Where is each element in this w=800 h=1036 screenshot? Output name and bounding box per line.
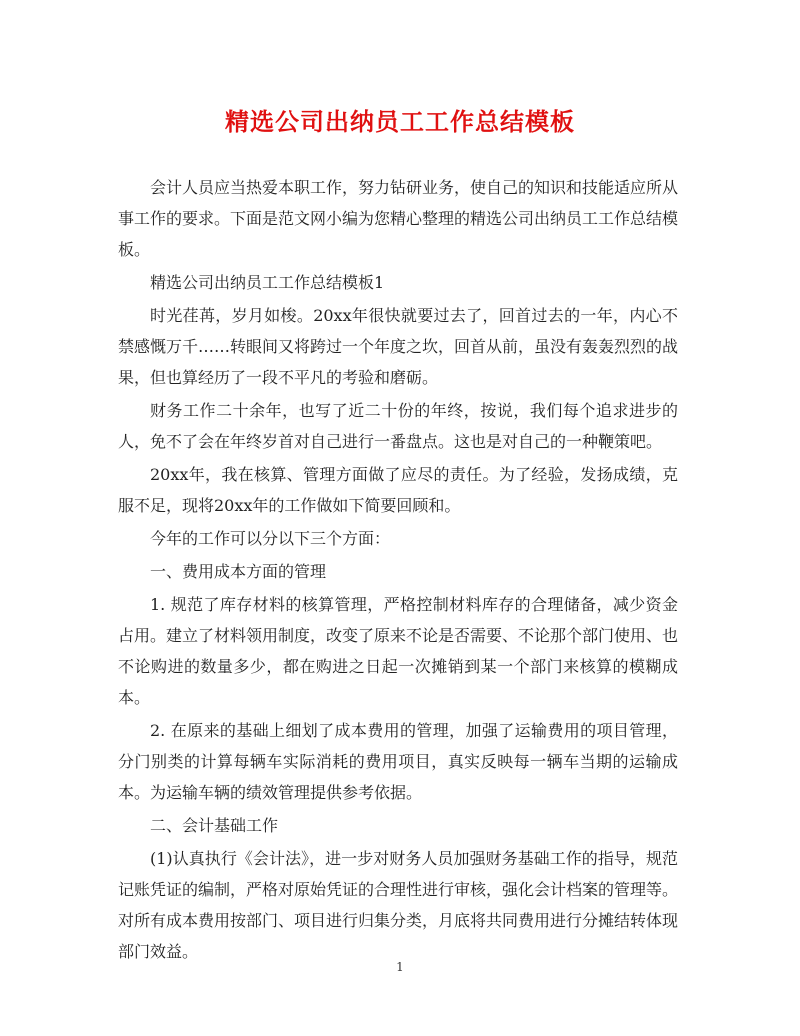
page-number: 1 (396, 960, 404, 974)
paragraph: 1. 规范了库存材料的核算管理，严格控制材料库存的合理储备，减少资金占用。建立了材料领用制度，改变了原来不论是否需要、不论那个部门使用、也不论购进的数量多少，都在购进之日起一次摊销到某一个部门来核算的模糊成本。 (118, 595, 679, 707)
section-heading: 一、费用成本方面的管理 (150, 562, 327, 581)
document-title: 精选公司出纳员工工作总结模板 (225, 107, 575, 136)
paragraph: 20xx年，我在核算、管理方面做了应尽的责任。为了经验，发扬成绩，克服不足，现将20xx年的工作做如下简要回顾和。 (118, 465, 678, 515)
paragraph: 今年的工作可以分以下三个方面： (150, 529, 391, 548)
paragraph: (1)认真执行《会计法》，进一步对财务人员加强财务基础工作的指导，规范记账凭证的编制，严格对原始凭证的合理性进行审核，强化会计档案的管理等。对所有成本费用按部门、项目进行归集分类，月底将共同费用进行分摊结转体现部门效益。 (118, 849, 679, 961)
section-heading: 二、会计基础工作 (150, 816, 279, 835)
paragraph-intro: 会计人员应当热爱本职工作，努力钻研业务，使自己的知识和技能适应所从事工作的要求。下面是范文网小编为您精心整理的精选公司出纳员工工作总结模板。 (118, 178, 679, 259)
paragraph: 时光荏苒，岁月如梭。20xx年很快就要过去了，回首过去的一年，内心不禁感慨万千……转眼间又将跨过一个年度之坎，回首从前，虽没有轰轰烈烈的战果，但也算经历了一段不平凡的考验和磨砺。 (118, 306, 679, 387)
paragraph-subtitle: 精选公司出纳员工工作总结模板1 (150, 273, 385, 292)
paragraph: 2. 在原来的基础上细划了成本费用的管理，加强了运输费用的项目管理，分门别类的计算每辆车实际消耗的费用项目，真实反映每一辆车当期的运输成本。为运输车辆的绩效管理提供参考依据。 (118, 721, 678, 802)
document-body (118, 172, 678, 969)
paragraph: 财务工作二十余年，也写了近二十份的年终，按说，我们每个追求进步的人，免不了会在年终岁首对自己进行一番盘点。这也是对自己的一种鞭策吧。 (118, 401, 678, 451)
